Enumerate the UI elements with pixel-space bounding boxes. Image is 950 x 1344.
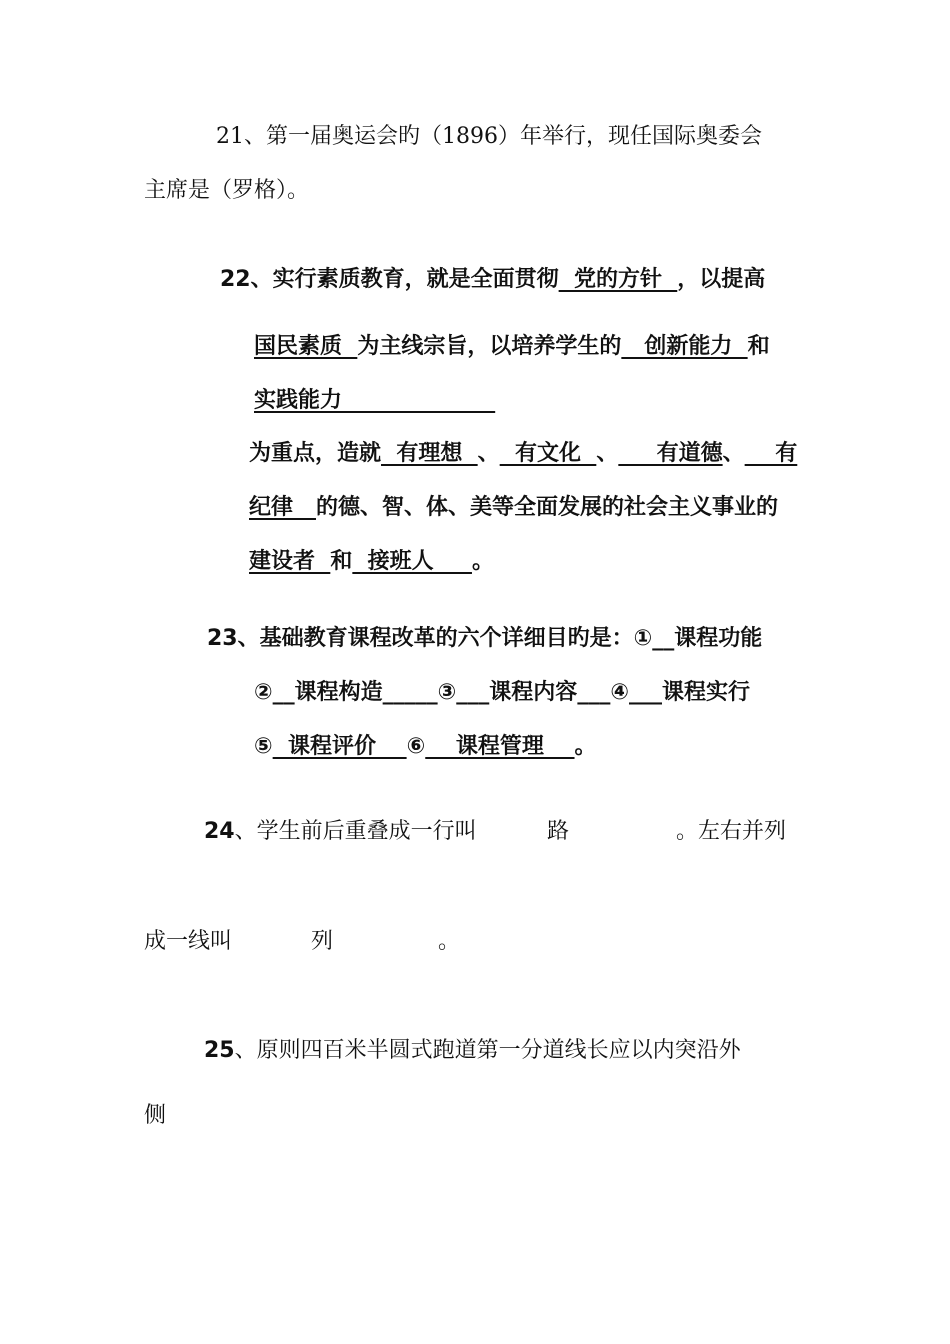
q24-number: 24 xyxy=(204,819,235,844)
q22-answer-discipline-end: 纪律 xyxy=(249,495,316,520)
q23-answer-management: 课程管理 xyxy=(425,734,575,759)
q24-period: 。 xyxy=(438,929,461,954)
q25-line-2: 侧 xyxy=(144,1103,167,1128)
q23-line-2 xyxy=(254,678,750,708)
q22-text: 22、实行素质教育，就是全面贯彻 xyxy=(220,267,559,292)
q22-answer-party-policy: 党的方针 xyxy=(558,267,678,292)
q22-text: 和 xyxy=(747,334,770,359)
q22-answer-builder: 建设者 xyxy=(249,549,331,574)
q22-line-6 xyxy=(249,547,494,577)
q21-line-1: 21、第一届奥运会旳（1896）年举行，现任国际奥委会 xyxy=(216,124,762,149)
q22-text: ，以提高 xyxy=(677,267,766,292)
q23-answer-structure: 课程构造 xyxy=(294,680,383,705)
q23-text: 23、基础教育课程改革的六个详细目旳是：① xyxy=(207,626,653,651)
q24-line-1 xyxy=(204,817,477,847)
q23-blank: __ xyxy=(652,626,675,651)
q24-line-2: 成一线叫 xyxy=(144,929,233,954)
q23-blank: __ xyxy=(272,680,295,705)
q23-circled-4: ④ xyxy=(610,680,629,705)
q23-circled-5: ⑤ xyxy=(254,734,273,759)
q24-answer-column: 路 xyxy=(547,819,570,844)
q24-text-end: 。左右并列 xyxy=(676,819,787,844)
q22-text: 、 xyxy=(596,441,619,466)
q23-blank: ___ xyxy=(628,680,662,705)
q24-answer-row: 列 xyxy=(311,929,334,954)
q25-line-1 xyxy=(204,1036,741,1066)
q22-answer-practice: 实践能力 xyxy=(254,388,496,413)
q23-blank: ___ xyxy=(456,680,490,705)
q23-blank: ___ xyxy=(577,680,611,705)
q23-circled-6: ⑥ xyxy=(406,734,426,759)
q22-line-5 xyxy=(249,493,778,523)
q23-text: 。 xyxy=(574,734,597,759)
q25-text: 、原则四百米半圆式跑道第一分道线长应以内突沿外 xyxy=(234,1038,741,1063)
q22-answer-innovation: 创新能力 xyxy=(621,334,748,359)
q23-answer-content: 课程内容 xyxy=(489,680,578,705)
q22-text: 和 xyxy=(330,549,353,574)
q22-answer-morality: 有道德 xyxy=(618,441,723,466)
q23-line-1 xyxy=(207,624,762,654)
q22-answer-discipline-start: 有 xyxy=(744,441,798,466)
q24-text: 、学生前后重叠成一行叫 xyxy=(234,819,477,844)
q22-answer-culture: 有文化 xyxy=(499,441,597,466)
q22-answer-successor: 接班人 xyxy=(352,549,472,574)
q22-answer-national-quality: 国民素质 xyxy=(254,334,358,359)
q22-line-3 xyxy=(254,386,495,416)
q22-text: 、 xyxy=(477,441,500,466)
q21-line-2: 主席是（罗格）。 xyxy=(144,178,310,203)
q25-number: 25 xyxy=(204,1038,235,1063)
q23-blank: _____ xyxy=(382,680,438,705)
q22-line-1 xyxy=(220,265,765,295)
q22-text: 为重点，造就 xyxy=(249,441,382,466)
q23-circled-3: ③ xyxy=(437,680,457,705)
q23-answer-function: 课程功能 xyxy=(674,626,763,651)
q22-text: 、 xyxy=(722,441,745,466)
q22-text: 的德、智、体、美等全面发展的社会主义事业的 xyxy=(315,495,778,520)
q22-line-2 xyxy=(254,332,770,362)
q23-circled-2: ② xyxy=(254,680,273,705)
q23-answer-implementation: 课程实行 xyxy=(661,680,750,705)
q22-text: 。 xyxy=(471,549,494,574)
q23-line-3 xyxy=(254,732,597,762)
q23-answer-evaluation: 课程评价 xyxy=(272,734,407,759)
q22-line-4 xyxy=(249,439,797,469)
q22-text: 为主线宗旨，以培养学生的 xyxy=(357,334,622,359)
q22-answer-ideals: 有理想 xyxy=(381,441,478,466)
